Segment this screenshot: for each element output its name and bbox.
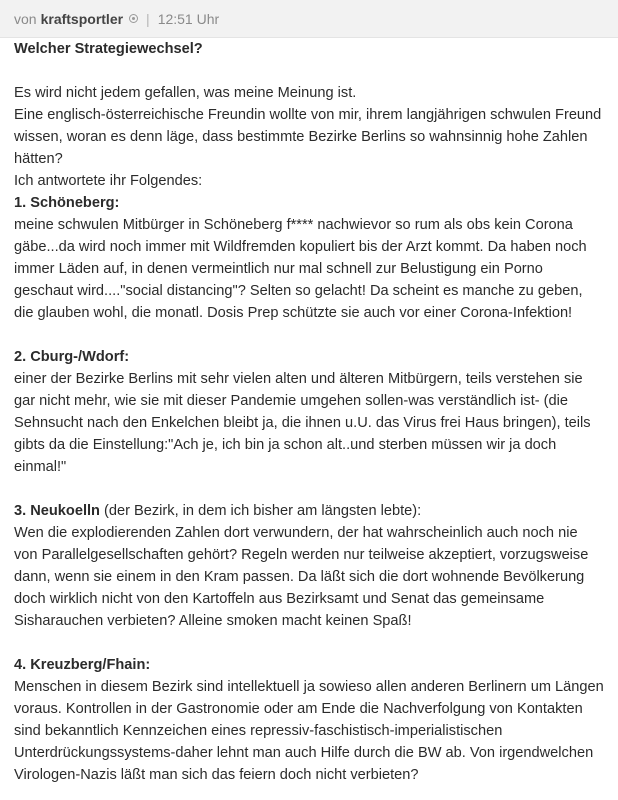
separator: | bbox=[146, 10, 150, 27]
section-text-schoeneberg: meine schwulen Mitbürger in Schöneberg f**** nachwievor so rum als obs kein Corona gäbe...da wird noch immer mit Wildfremden kopuliert bis der Arzt kommt. Da haben noch immer Läden auf, in denen vermeintlich nur mal schnell zur Belustigung ein Porno geschaut wird...."social distancing"? Selten so gelacht! Da scheint es manche zu geben, die glauben wohl, die monatl. Dosis Prep schützte sie auch vor einer Corona-Infektion! bbox=[14, 217, 587, 321]
online-status-icon bbox=[129, 14, 138, 23]
section-heading-neukoelln bbox=[14, 500, 604, 522]
section-title: 1. Schöneberg: bbox=[14, 195, 120, 211]
spacer bbox=[14, 478, 604, 500]
post-title: Welcher Strategiewechsel? bbox=[14, 41, 203, 57]
section-text-cburg: einer der Bezirke Berlins mit sehr vielen alten und älteren Mitbürgern, teils verstehen sie gar nicht mehr, wie sie mit dieser Pandemie umgehen sollen-was verständlich ist- (die Sehnsucht nach den Enkelchen bleibt ja, die ihnen u.U. das Virus frei Haus bringen), teils gibts da die Einstellung:"Ach je, ich bin ja schon alt..und sterben müssen wir ja doch einmal!" bbox=[14, 371, 591, 475]
post-body bbox=[0, 38, 618, 786]
section-text-neukoelln: Wen die explodierenden Zahlen dort verwundern, der hat wahrscheinlich auch noch nie von Parallelgesellschaften gehört? Regeln werden nur teilweise akzeptiert, vorzugsweise dann, wenn sie einem in den Kram passen. Da läßt sich die dort wohnende Bevölkerung doch wirklich nicht von den Kartoffeln aus Bezirksamt und Senat das gemeinsame Sisharauchen verbieten? Alleine smoken macht keinen Spaß! bbox=[14, 525, 589, 629]
intro-line-2: Eine englisch-österreichische Freundin wollte von mir, ihrem langjährigen schwulen Freund wissen, woran es denn läge, dass bestimmte Bezirke Berlins so wahnsinnig hohe Zahlen hätten? bbox=[14, 107, 602, 167]
section-title: 4. Kreuzberg/Fhain: bbox=[14, 657, 151, 673]
intro-line-1: Es wird nicht jedem gefallen, was meine Meinung ist. bbox=[14, 85, 357, 101]
section-heading-kreuzberg bbox=[14, 654, 604, 676]
spacer bbox=[14, 60, 604, 82]
spacer bbox=[14, 632, 604, 654]
section-heading-cburg bbox=[14, 346, 604, 368]
section-title: 2. Cburg-/Wdorf: bbox=[14, 349, 130, 365]
section-title-note: (der Bezirk, in dem ich bisher am längsten lebte): bbox=[99, 503, 422, 519]
intro-line-3: Ich antwortete ihr Folgendes: bbox=[14, 173, 203, 189]
spacer bbox=[14, 324, 604, 346]
section-heading-schoeneberg bbox=[14, 192, 604, 214]
post-time: 12:51 Uhr bbox=[157, 10, 220, 27]
author-name[interactable]: kraftsportler bbox=[40, 10, 124, 27]
section-text-kreuzberg: Menschen in diesem Bezirk sind intellektuell ja sowieso allen anderen Berlinern um Längen voraus. Kontrollen in der Gastronomie oder am Ende die Nachverfolgung von Kontakten sind bekanntlich Kennzeichen eines repressiv-faschistisch-imperialistischen Unterdrückungssystems-daher lehnt man auch Hilfe durch die BW ab. Von irgendwelchen Virologen-Nazis läßt man sich das feiern doch nicht verbieten? bbox=[14, 679, 604, 783]
section-title: 3. Neukoelln bbox=[14, 503, 100, 519]
post-header bbox=[0, 0, 618, 38]
by-prefix: von bbox=[14, 10, 37, 27]
